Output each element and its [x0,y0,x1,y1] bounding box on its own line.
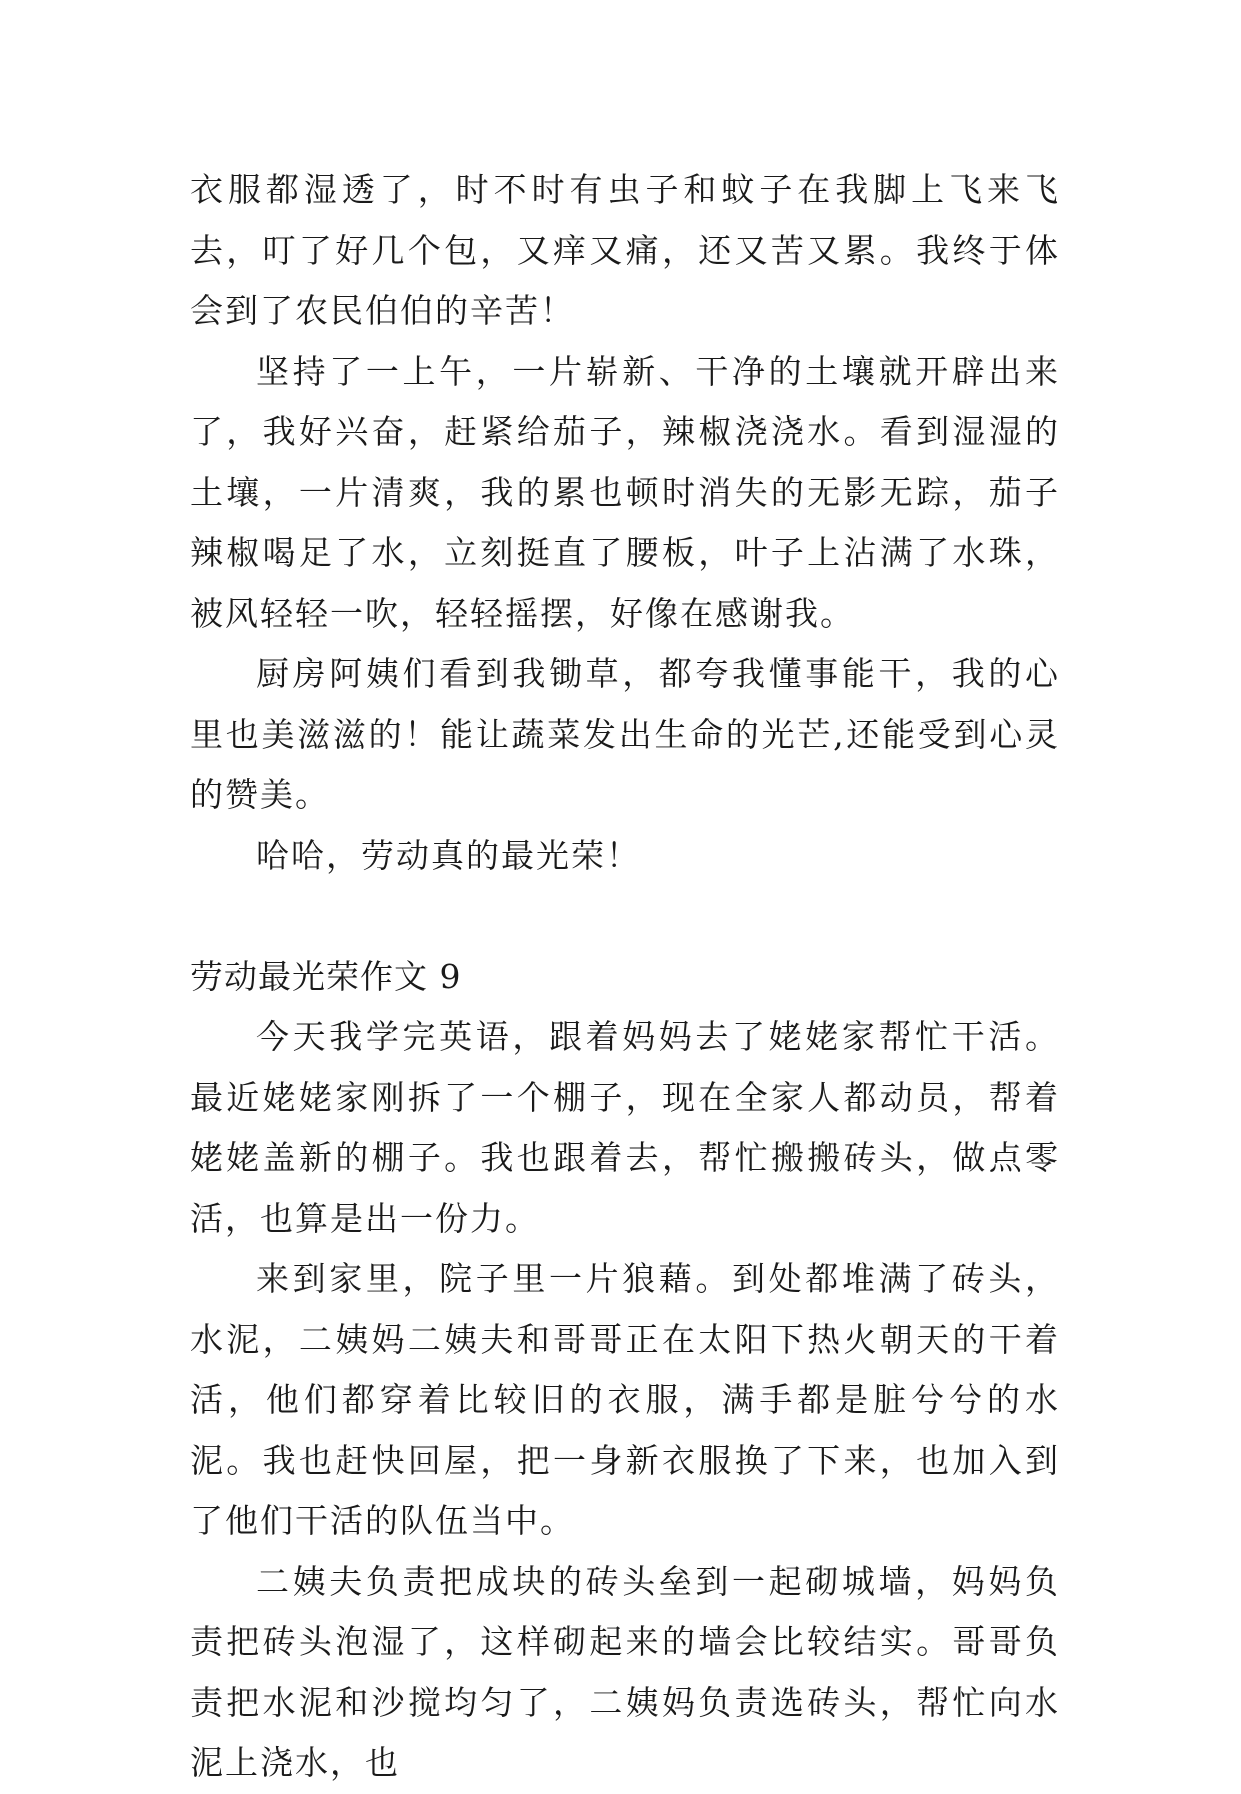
paragraph: 二姨夫负责把成块的砖头垒到一起砌城墙，妈妈负责把砖头泡湿了，这样砌起来的墙会比较结实。哥哥负责把水泥和沙搅均匀了，二姨妈负责选砖头，帮忙向水泥上浇水，也 [190,1561,1060,1782]
document-body [190,160,1060,1794]
paragraph: 坚持了一上午，一片崭新、干净的土壤就开辟出来了，我好兴奋，赶紧给茄子，辣椒浇浇水。看到湿湿的土壤，一片清爽，我的累也顿时消失的无影无踪，茄子辣椒喝足了水，立刻挺直了腰板，叶子上沾满了水珠，被风轻轻一吹，轻轻摇摆，好像在感谢我。 [190,351,1060,633]
paragraph: 厨房阿姨们看到我锄草，都夸我懂事能干，我的心里也美滋滋的！能让蔬菜发出生命的光芒,还能受到心灵的赞美。 [190,654,1060,814]
paragraph: 哈哈，劳动真的最光荣！ [256,835,641,875]
paragraph: 今天我学完英语，跟着妈妈去了姥姥家帮忙干活。最近姥姥家刚拆了一个棚子，现在全家人都动员，帮着姥姥盖新的棚子。我也跟着去，帮忙搬搬砖头，做点零活，也算是出一份力。 [190,1017,1060,1238]
paragraph-continuation: 衣服都湿透了，时不时有虫子和蚊子在我脚上飞来飞去，叮了好几个包，又痒又痛，还又苦又累。我终于体会到了农民伯伯的辛苦！ [190,170,1060,330]
paragraph: 来到家里，院子里一片狼藉。到处都堆满了砖头，水泥，二姨妈二姨夫和哥哥正在太阳下热火朝天的干着活，他们都穿着比较旧的衣服，满手都是脏兮兮的水泥。我也赶快回屋，把一身新衣服换了下来，也加入到了他们干活的队伍当中。 [190,1259,1060,1540]
section-title: 劳动最光荣作文 9 [190,956,462,996]
